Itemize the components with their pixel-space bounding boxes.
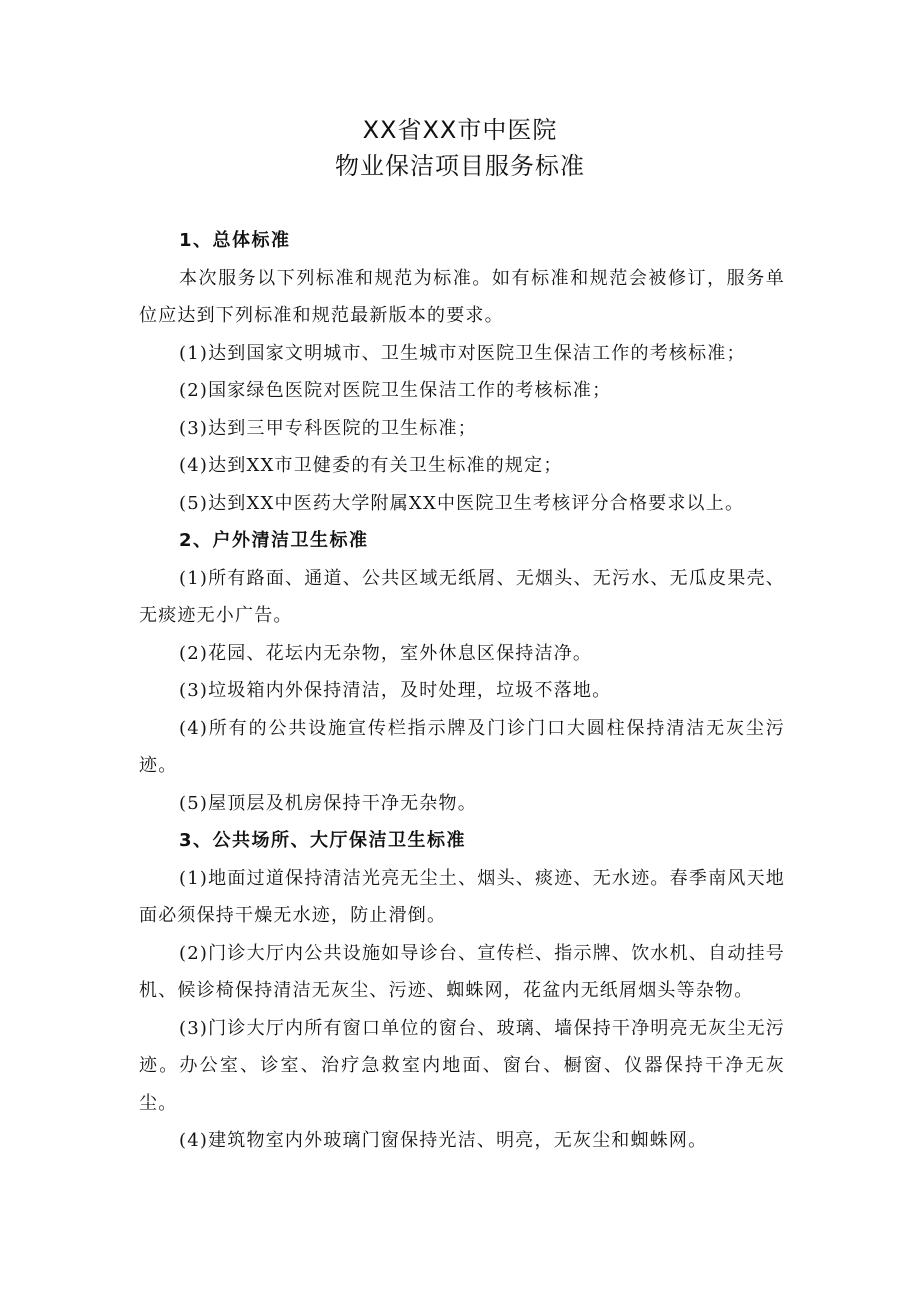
section-1-item-3: (3)达到三甲专科医院的卫生标准； [179,417,477,439]
section-1-item-2: (2)国家绿色医院对医院卫生保洁工作的考核标准； [179,380,612,401]
section-3-item-4: (4)建筑物室内外玻璃门窗保持光洁、明亮，无灰尘和蜘蛛网。 [179,1130,708,1151]
section-3-item-3: (3)门诊大厅内所有窗口单位的窗台、玻璃、墙保持干净明亮无灰尘无污迹。办公室、诊室、治疗急救室内地面、窗台、橱窗、仪器保持干净无灰尘。 [139,1017,785,1114]
section-3-item-2: (2)门诊大厅内公共设施如导诊台、宣传栏、指示牌、饮水机、自动挂号机、候诊椅保持清洁无灰尘、污迹、蜘蛛网，花盆内无纸屑烟头等杂物。 [139,942,785,1001]
section-1-heading: 1、总体标准 [179,230,291,251]
section-2-item-1: (1)所有路面、通道、公共区域无纸屑、无烟头、无污水、无瓜皮果壳、无痰迹无小广告。 [139,567,785,626]
section-3-item-1: (1)地面过道保持清洁光亮无尘土、烟头、痰迹、无水迹。春季南风天地面必须保持干燥无水迹，防止滑倒。 [139,867,785,926]
document-title [0,112,920,184]
title-line-2: 物业保洁项目服务标准 [335,152,585,180]
section-2-item-4: (4)所有的公共设施宣传栏指示牌及门诊门口大圆柱保持清洁无灰尘污迹。 [139,717,785,776]
section-2-item-2: (2)花园、花坛内无杂物，室外休息区保持洁净。 [179,642,593,664]
section-3-heading: 3、公共场所、大厅保洁卫生标准 [179,830,467,851]
title-line-1: XX省XX市中医院 [362,116,558,144]
document-body [139,222,785,1160]
section-1-intro: 本次服务以下列标准和规范为标准。如有标准和规范会被修订，服务单位应达到下列标准和规范最新版本的要求。 [139,267,785,326]
section-1-item-4: (4)达到XX市卫健委的有关卫生标准的规定； [179,455,563,476]
section-1-item-5: (5)达到XX中医药大学附属XX中医院卫生考核评分合格要求以上。 [179,492,745,514]
section-2-heading: 2、户外清洁卫生标准 [179,530,369,551]
section-2-item-3: (3)垃圾箱内外保持清洁，及时处理，垃圾不落地。 [179,680,612,701]
section-2-item-5: (5)屋顶层及机房保持干净无杂物。 [179,792,477,814]
section-1-item-1: (1)达到国家文明城市、卫生城市对医院卫生保洁工作的考核标准； [179,342,746,364]
